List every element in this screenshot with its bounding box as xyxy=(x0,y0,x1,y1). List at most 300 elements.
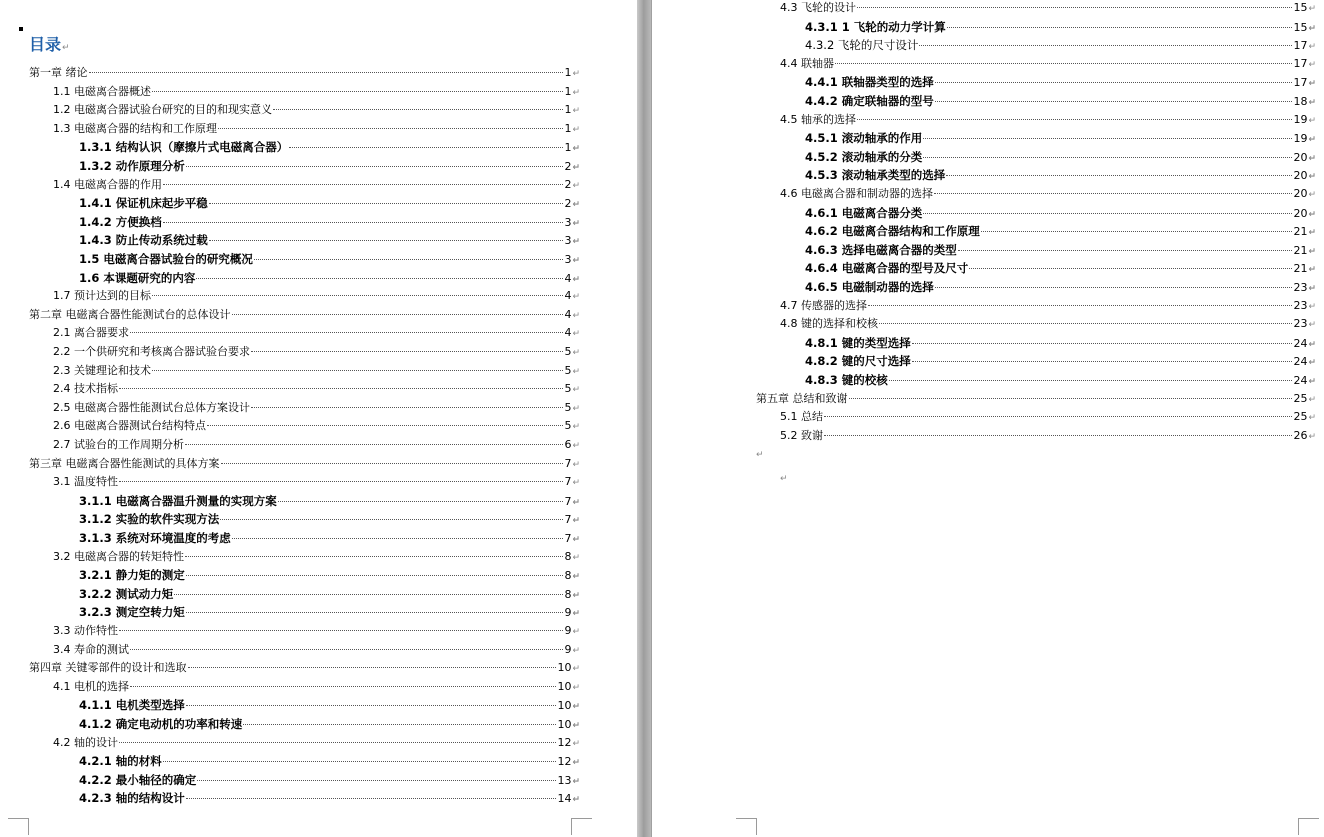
toc-dot-leader xyxy=(186,705,557,706)
toc-entry-page-number: 7 xyxy=(564,475,572,489)
toc-dot-leader xyxy=(857,119,1292,120)
toc-entry-label: 3.3 动作特性 xyxy=(53,624,118,637)
toc-entry[interactable] xyxy=(79,492,580,511)
toc-dot-leader xyxy=(969,268,1292,269)
toc-entry-label: 3.4 寿命的测试 xyxy=(53,642,129,656)
return-mark-icon: ↵ xyxy=(572,348,580,358)
toc-entry-label: 4.5 轴承的选择 xyxy=(780,112,856,126)
toc-dot-leader xyxy=(188,667,557,668)
return-mark-icon: ↵ xyxy=(572,702,580,713)
toc-entry[interactable] xyxy=(805,259,1316,278)
toc-entry-label: 4.3.2 飞轮的尺寸设计 xyxy=(805,38,919,53)
return-mark-icon: ↵ xyxy=(572,385,580,396)
toc-dot-leader xyxy=(185,556,563,557)
toc-entry[interactable] xyxy=(53,101,580,120)
return-mark-icon: ↵ xyxy=(572,627,580,637)
toc-entry-label: 4.6 电磁离合器和制动器的选择 xyxy=(780,187,933,200)
toc-entry-label: 3.1.1 电磁离合器温升测量的实现方案 xyxy=(79,493,277,508)
toc-entry-page-number: 2 xyxy=(564,197,572,211)
toc-entry[interactable] xyxy=(53,324,580,343)
toc-entry[interactable] xyxy=(805,148,1316,167)
toc-entry-page-number: 15 xyxy=(1293,1,1308,14)
toc-entry-label: 3.2.3 测定空转力矩 xyxy=(79,605,185,620)
toc-entry[interactable] xyxy=(805,352,1316,371)
return-mark-icon: ↵ xyxy=(1308,265,1316,276)
page-corner-mark xyxy=(1298,818,1319,835)
toc-dot-leader xyxy=(130,686,556,687)
return-mark-icon: ↵ xyxy=(572,106,580,117)
return-mark-icon: ↵ xyxy=(572,516,580,527)
toc-entry-label: 3.1.2 实验的软件实现方法 xyxy=(79,512,220,527)
toc-entry-page-number: 20 xyxy=(1293,150,1308,164)
return-mark-icon: ↵ xyxy=(572,572,580,583)
toc-dot-leader xyxy=(221,463,564,464)
return-mark-icon: ↵ xyxy=(572,87,580,98)
return-mark-icon: ↵ xyxy=(1308,4,1316,14)
toc-entry-page-number: 5 xyxy=(564,345,572,358)
toc-entry-label: 4.4.2 确定联轴器的型号 xyxy=(805,94,934,108)
toc-entry-label: 第四章 关键零部件的设计和选取 xyxy=(29,661,187,675)
toc-entry[interactable] xyxy=(53,399,580,418)
toc-entry-label: 3.1 温度特性 xyxy=(53,475,118,489)
toc-entry[interactable] xyxy=(805,371,1316,390)
toc-entry-label: 4.5.2 滚动轴承的分类 xyxy=(805,149,923,164)
toc-entry[interactable] xyxy=(53,473,580,492)
toc-entry[interactable] xyxy=(79,213,580,232)
toc-entry-label: 4.7 传感器的选择 xyxy=(780,298,867,312)
toc-entry[interactable] xyxy=(53,417,580,436)
toc-entry-page-number: 12 xyxy=(557,755,572,769)
toc-entry[interactable] xyxy=(805,73,1316,92)
toc-entry[interactable] xyxy=(79,529,580,548)
toc-entry[interactable] xyxy=(79,269,580,288)
toc-entry-label: 5.2 致谢 xyxy=(780,428,823,442)
return-mark-icon: ↵ xyxy=(572,664,580,675)
toc-entry-label: 4.1.1 电机类型选择 xyxy=(79,698,185,713)
paragraph-return-mark-icon: ↵ xyxy=(780,474,788,484)
paragraph-format-mark-icon xyxy=(19,27,23,31)
toc-dot-leader xyxy=(186,575,564,576)
return-mark-icon: ↵ xyxy=(1308,394,1316,405)
return-mark-icon: ↵ xyxy=(1308,358,1316,369)
toc-dot-leader xyxy=(152,295,563,296)
return-mark-icon: ↵ xyxy=(1308,172,1316,183)
toc-entry-page-number: 15 xyxy=(1293,20,1308,34)
toc-entry[interactable] xyxy=(29,64,580,83)
toc-entry-page-number: 12 xyxy=(557,735,572,749)
return-mark-icon: ↵ xyxy=(572,218,580,229)
toc-dot-leader xyxy=(935,82,1293,83)
toc-entry-page-number: 1 xyxy=(564,103,572,117)
toc-entry-page-number: 10 xyxy=(557,699,572,713)
toc-entry-label: 3.1.3 系统对环境温度的考虑 xyxy=(79,531,231,545)
toc-entry[interactable] xyxy=(53,641,580,660)
toc-entry[interactable] xyxy=(53,120,580,139)
toc-entry[interactable] xyxy=(780,0,1316,18)
toc-entry-page-number: 1 xyxy=(564,66,572,79)
toc-entry-label: 4.6.4 电磁离合器的型号及尺寸 xyxy=(805,261,969,276)
return-mark-icon: ↵ xyxy=(572,124,580,135)
toc-dot-leader xyxy=(868,305,1292,306)
toc-entry-label: 第五章 总结和致谢 xyxy=(756,391,848,405)
toc-dot-leader xyxy=(958,250,1293,251)
toc-dot-leader xyxy=(912,361,1293,362)
return-mark-icon: ↵ xyxy=(1308,135,1316,146)
return-mark-icon: ↵ xyxy=(572,441,580,451)
toc-entry-page-number: 19 xyxy=(1293,112,1308,126)
document-page-left xyxy=(0,0,637,837)
toc-dot-leader xyxy=(251,351,563,352)
return-mark-icon: ↵ xyxy=(572,256,580,266)
return-mark-icon: ↵ xyxy=(572,237,580,248)
page-corner-mark xyxy=(8,818,29,835)
return-mark-icon: ↵ xyxy=(1308,284,1316,294)
toc-entry-label: 4.8.1 键的类型选择 xyxy=(805,335,911,350)
toc-entry-label: 3.2.2 测试动力矩 xyxy=(79,586,174,601)
toc-entry-page-number: 4 xyxy=(564,326,572,340)
toc-dot-leader xyxy=(185,444,563,445)
toc-entry-label: 1.5 电磁离合器试验台的研究概况 xyxy=(79,252,253,266)
return-mark-icon: ↵ xyxy=(572,274,580,285)
toc-title-text: 目录 xyxy=(29,35,62,54)
toc-entry-page-number: 10 xyxy=(557,679,572,693)
toc-entry[interactable] xyxy=(53,734,580,753)
toc-entry[interactable] xyxy=(805,222,1316,241)
toc-entry-page-number: 24 xyxy=(1293,374,1308,387)
toc-entry-label: 4.5.1 滚动轴承的作用 xyxy=(805,131,923,146)
return-mark-icon: ↵ xyxy=(572,200,580,211)
toc-dot-leader xyxy=(163,222,564,223)
toc-entry-page-number: 7 xyxy=(564,513,572,527)
toc-dot-leader xyxy=(879,323,1292,324)
toc-entry-label: 4.2 轴的设计 xyxy=(53,735,118,749)
toc-entry-label: 1.1 电磁离合器概述 xyxy=(53,84,151,98)
toc-entry-page-number: 24 xyxy=(1293,336,1308,350)
toc-entry[interactable] xyxy=(53,343,580,362)
toc-entry-label: 1.3 电磁离合器的结构和工作原理 xyxy=(53,121,217,135)
toc-entry-label: 4.3.1 1 飞轮的动力学计算 xyxy=(805,19,946,34)
toc-entry[interactable] xyxy=(29,659,580,678)
toc-dot-leader xyxy=(163,761,557,762)
toc-entry-label: 4.8 键的选择和校核 xyxy=(780,317,878,331)
toc-dot-leader xyxy=(232,314,564,315)
toc-entry[interactable] xyxy=(53,380,580,399)
toc-entry-label: 1.2 电磁离合器试验台研究的目的和现实意义 xyxy=(53,103,272,117)
return-mark-icon: ↵ xyxy=(572,552,580,563)
toc-entry-page-number: 9 xyxy=(564,606,572,620)
toc-entry[interactable] xyxy=(79,157,580,176)
toc-entry-page-number: 14 xyxy=(557,792,572,806)
toc-entry-label: 3.2.1 静力矩的测定 xyxy=(79,568,185,583)
toc-dot-leader xyxy=(934,193,1292,194)
toc-dot-leader xyxy=(209,203,564,204)
toc-entry-label: 第一章 绪论 xyxy=(29,66,88,79)
return-mark-icon: ↵ xyxy=(572,403,580,414)
toc-entry[interactable] xyxy=(79,715,580,734)
return-mark-icon: ↵ xyxy=(572,144,580,155)
toc-dot-leader xyxy=(186,166,564,167)
toc-entry-label: 2.6 电磁离合器测试台结构特点 xyxy=(53,419,206,433)
toc-dot-leader xyxy=(89,72,564,73)
toc-entry-page-number: 2 xyxy=(564,177,572,191)
toc-entry[interactable] xyxy=(780,55,1316,74)
return-mark-icon: ↵ xyxy=(1308,153,1316,164)
toc-dot-leader xyxy=(849,398,1293,399)
toc-entry[interactable] xyxy=(79,771,580,790)
toc-entry-label: 2.2 一个供研究和考核离合器试验台要求 xyxy=(53,345,250,358)
toc-dot-leader xyxy=(130,649,563,650)
toc-entry[interactable] xyxy=(79,194,580,213)
toc-entry[interactable] xyxy=(79,585,580,604)
toc-entry-page-number: 20 xyxy=(1293,187,1308,200)
toc-entry-page-number: 4 xyxy=(564,307,572,321)
return-mark-icon: ↵ xyxy=(572,535,580,545)
return-mark-icon: ↵ xyxy=(572,590,580,601)
toc-entry-page-number: 2 xyxy=(564,160,572,173)
return-mark-icon: ↵ xyxy=(572,422,580,433)
toc-entry-page-number: 3 xyxy=(564,215,572,229)
toc-entry[interactable] xyxy=(805,278,1316,297)
toc-entry[interactable] xyxy=(780,315,1316,334)
toc-entry-page-number: 17 xyxy=(1293,56,1308,70)
page-gutter xyxy=(637,0,652,837)
return-mark-icon: ↵ xyxy=(1308,115,1316,126)
toc-entry[interactable] xyxy=(79,231,580,250)
toc-entry-label: 1.4.1 保证机床起步平稳 xyxy=(79,196,208,211)
toc-entry[interactable] xyxy=(53,83,580,102)
toc-entry-page-number: 19 xyxy=(1293,132,1308,146)
toc-entry-label: 4.1.2 确定电动机的功率和转速 xyxy=(79,717,243,731)
toc-dot-leader xyxy=(207,425,563,426)
toc-entry-page-number: 21 xyxy=(1293,262,1308,276)
toc-entry[interactable] xyxy=(79,566,580,585)
toc-entry-page-number: 4 xyxy=(564,271,572,285)
toc-entry-label: 1.6 本课题研究的内容 xyxy=(79,270,196,285)
toc-entry-label: 4.6.3 选择电磁离合器的类型 xyxy=(805,242,957,257)
toc-entry-page-number: 1 xyxy=(564,121,572,135)
toc-dot-leader xyxy=(119,481,563,482)
return-mark-icon: ↵ xyxy=(572,682,580,693)
toc-entry-label: 2.4 技术指标 xyxy=(53,382,118,396)
toc-entry[interactable] xyxy=(79,603,580,622)
toc-entry[interactable] xyxy=(53,287,580,306)
toc-dot-leader xyxy=(119,630,563,631)
toc-dot-leader xyxy=(119,742,556,743)
toc-entry-label: 2.3 关键理论和技术 xyxy=(53,363,151,377)
toc-entry-page-number: 17 xyxy=(1293,39,1308,53)
toc-entry-page-number: 21 xyxy=(1293,225,1308,239)
toc-entry[interactable] xyxy=(805,18,1316,37)
toc-entry[interactable] xyxy=(29,306,580,325)
toc-entry[interactable] xyxy=(805,204,1316,223)
return-mark-icon: ↵ xyxy=(572,721,580,731)
toc-entry[interactable] xyxy=(53,548,580,567)
toc-dot-leader xyxy=(947,27,1293,28)
toc-dot-leader xyxy=(923,213,1292,214)
toc-entry-label: 4.2.3 轴的结构设计 xyxy=(79,791,185,806)
toc-dot-leader xyxy=(196,278,563,279)
toc-entry-page-number: 1 xyxy=(564,84,572,98)
toc-entry[interactable] xyxy=(805,166,1316,185)
return-mark-icon: ↵ xyxy=(572,163,580,173)
toc-entry-page-number: 23 xyxy=(1293,317,1308,331)
toc-title xyxy=(29,34,70,59)
return-mark-icon: ↵ xyxy=(1308,377,1316,387)
return-mark-icon: ↵ xyxy=(572,292,580,303)
toc-dot-leader xyxy=(209,240,564,241)
toc-entry-page-number: 7 xyxy=(564,494,572,508)
toc-dot-leader xyxy=(197,780,556,781)
toc-dot-leader xyxy=(243,724,556,725)
toc-entry[interactable] xyxy=(805,129,1316,148)
toc-entry[interactable] xyxy=(805,92,1316,111)
toc-dot-leader xyxy=(152,370,563,371)
toc-dot-leader xyxy=(254,259,564,260)
toc-entry-page-number: 23 xyxy=(1293,298,1308,312)
toc-entry[interactable] xyxy=(79,789,580,808)
toc-entry[interactable] xyxy=(780,408,1316,427)
toc-entry-page-number: 3 xyxy=(564,253,572,266)
return-mark-icon: ↵ xyxy=(572,609,580,620)
toc-entry-label: 第二章 电磁离合器性能测试台的总体设计 xyxy=(29,307,231,321)
toc-entry[interactable] xyxy=(805,241,1316,260)
toc-entry[interactable] xyxy=(79,752,580,771)
page-corner-mark xyxy=(736,818,757,835)
toc-entry-label: 1.3.2 动作原理分析 xyxy=(79,159,185,173)
toc-dot-leader xyxy=(889,380,1293,381)
toc-entry-label: 4.4.1 联轴器类型的选择 xyxy=(805,75,934,90)
toc-dot-leader xyxy=(824,435,1292,436)
toc-entry-page-number: 10 xyxy=(557,661,572,675)
toc-entry-label: 2.5 电磁离合器性能测试台总体方案设计 xyxy=(53,400,250,414)
paragraph-return-mark-icon: ↵ xyxy=(756,450,764,460)
return-mark-icon: ↵ xyxy=(1308,413,1316,424)
return-mark-icon: ↵ xyxy=(572,738,580,749)
toc-entry[interactable] xyxy=(805,36,1316,55)
toc-entry-page-number: 7 xyxy=(564,532,572,545)
return-mark-icon: ↵ xyxy=(1308,228,1316,239)
toc-entry-page-number: 23 xyxy=(1293,281,1308,294)
toc-entry-label: 5.1 总结 xyxy=(780,410,823,424)
toc-entry-page-number: 20 xyxy=(1293,206,1308,220)
toc-entry-label: 4.6.2 电磁离合器结构和工作原理 xyxy=(805,224,980,239)
toc-entry-page-number: 9 xyxy=(564,642,572,656)
return-mark-icon: ↵ xyxy=(1308,190,1316,200)
toc-entry-label: 1.4 电磁离合器的作用 xyxy=(53,177,162,191)
toc-entry-page-number: 18 xyxy=(1293,95,1308,108)
toc-entry[interactable] xyxy=(53,678,580,697)
toc-dot-leader xyxy=(186,798,557,799)
toc-entry-page-number: 10 xyxy=(557,718,572,731)
toc-dot-leader xyxy=(946,175,1292,176)
toc-entry-label: 4.8.2 键的尺寸选择 xyxy=(805,354,911,369)
toc-entry-label: 第三章 电磁离合器性能测试的具体方案 xyxy=(29,456,220,470)
toc-entry[interactable] xyxy=(780,185,1316,204)
toc-entry-page-number: 9 xyxy=(564,624,572,637)
toc-dot-leader xyxy=(824,416,1292,417)
return-mark-icon: ↵ xyxy=(1308,42,1316,53)
toc-dot-leader xyxy=(278,501,564,502)
return-mark-icon: ↵ xyxy=(1308,301,1316,312)
return-mark-icon: ↵ xyxy=(1308,431,1316,442)
toc-entry-page-number: 7 xyxy=(564,456,572,470)
toc-entry[interactable] xyxy=(79,510,580,529)
toc-entry-label: 4.1 电机的选择 xyxy=(53,679,129,693)
toc-entry-label: 4.6.5 电磁制动器的选择 xyxy=(805,280,934,294)
toc-entry[interactable] xyxy=(780,111,1316,130)
toc-dot-leader xyxy=(251,407,563,408)
toc-entry-page-number: 25 xyxy=(1293,410,1308,424)
toc-entry-page-number: 5 xyxy=(564,419,572,433)
toc-entry[interactable] xyxy=(53,176,580,195)
return-mark-icon: ↵ xyxy=(572,645,580,656)
toc-dot-leader xyxy=(130,332,563,333)
toc-entry[interactable] xyxy=(79,138,580,157)
toc-entry-label: 1.4.3 防止传动系统过载 xyxy=(79,233,208,248)
toc-entry-label: 4.5.3 滚动轴承类型的选择 xyxy=(805,168,946,183)
toc-entry-label: 1.3.1 结构认识（摩擦片式电磁离合器） xyxy=(79,140,289,155)
toc-entry-page-number: 13 xyxy=(557,773,572,787)
toc-dot-leader xyxy=(935,101,1293,102)
toc-entry-page-number: 3 xyxy=(564,234,572,248)
return-mark-icon: ↵ xyxy=(572,497,580,508)
toc-entry-page-number: 26 xyxy=(1293,428,1308,442)
toc-entry-page-number: 5 xyxy=(564,400,572,414)
toc-dot-leader xyxy=(923,157,1292,158)
toc-dot-leader xyxy=(163,184,563,185)
return-mark-icon: ↵ xyxy=(1308,59,1316,70)
toc-entry-page-number: 21 xyxy=(1293,243,1308,257)
toc-entry[interactable] xyxy=(79,696,580,715)
toc-entry-page-number: 20 xyxy=(1293,169,1308,183)
toc-dot-leader xyxy=(273,109,563,110)
toc-dot-leader xyxy=(923,138,1292,139)
toc-dot-leader xyxy=(835,63,1292,64)
toc-entry[interactable] xyxy=(53,436,580,455)
toc-entry-label: 1.7 预计达到的目标 xyxy=(53,289,151,303)
toc-entry[interactable] xyxy=(756,390,1316,409)
toc-dot-leader xyxy=(152,91,563,92)
toc-entry-label: 2.7 试验台的工作周期分析 xyxy=(53,438,184,451)
toc-entry-page-number: 24 xyxy=(1293,355,1308,369)
toc-dot-leader xyxy=(174,594,563,595)
return-mark-icon: ↵ xyxy=(572,459,580,470)
toc-dot-leader xyxy=(919,45,1292,46)
return-mark-icon: ↵ xyxy=(1308,246,1316,257)
return-mark-icon: ↵ xyxy=(1308,320,1316,331)
toc-entry-page-number: 5 xyxy=(564,363,572,377)
toc-entry-page-number: 25 xyxy=(1293,391,1308,405)
toc-entry-label: 4.8.3 键的校核 xyxy=(805,373,888,387)
toc-entry[interactable] xyxy=(79,250,580,269)
toc-entry-page-number: 8 xyxy=(564,569,572,583)
toc-dot-leader xyxy=(935,287,1293,288)
return-mark-icon: ↵ xyxy=(1308,23,1316,34)
toc-dot-leader xyxy=(186,612,564,613)
toc-entry-label: 4.6.1 电磁离合器分类 xyxy=(805,205,923,220)
toc-entry[interactable] xyxy=(780,427,1316,446)
toc-entry[interactable] xyxy=(53,622,580,641)
toc-dot-leader xyxy=(232,538,564,539)
toc-entry[interactable] xyxy=(805,334,1316,353)
toc-dot-leader xyxy=(981,231,1293,232)
return-mark-icon: ↵ xyxy=(1308,339,1316,350)
toc-entry[interactable] xyxy=(29,455,580,474)
toc-entry[interactable] xyxy=(780,297,1316,316)
return-mark-icon: ↵ xyxy=(572,180,580,191)
toc-entry[interactable] xyxy=(53,362,580,381)
return-mark-icon: ↵ xyxy=(572,329,580,340)
